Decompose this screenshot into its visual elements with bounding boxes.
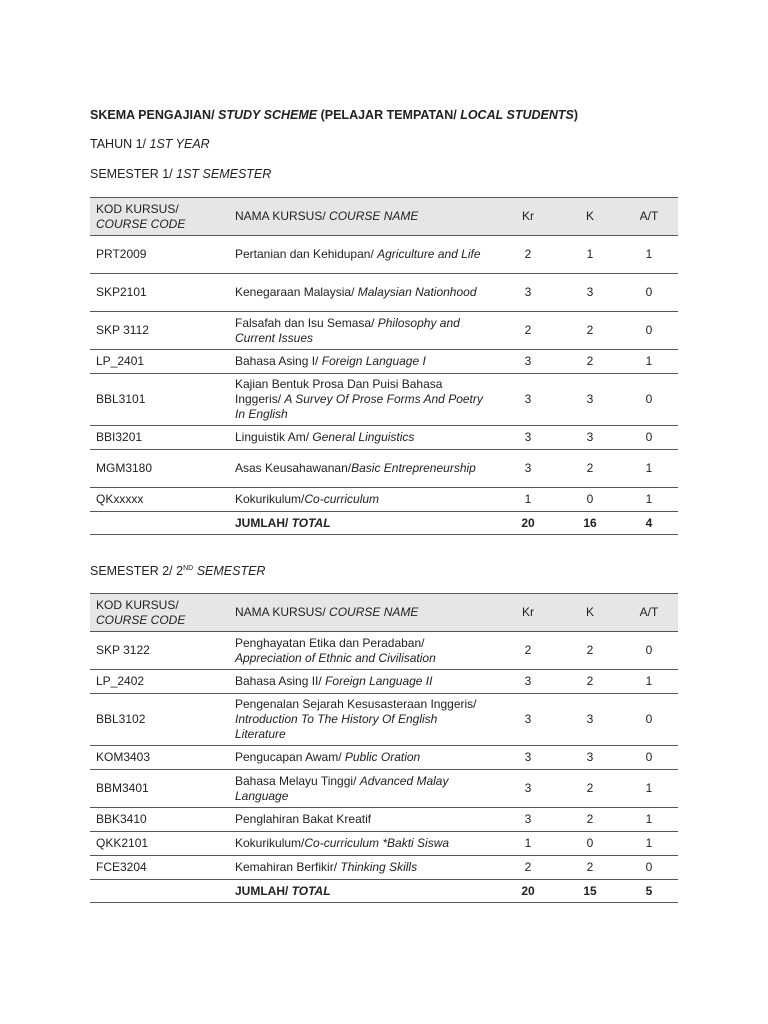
course-at: 0: [620, 694, 678, 746]
course-code: SKP 3122: [90, 632, 229, 670]
course-name: [229, 274, 496, 312]
course-name-main: Penghayatan Etika dan Peradaban/: [235, 635, 425, 650]
course-k: 2: [560, 856, 620, 880]
course-row: [90, 856, 678, 880]
course-at: 1: [620, 450, 678, 488]
course-name-main: Linguistik Am/: [235, 430, 313, 444]
course-code: BBL3102: [90, 694, 229, 746]
course-kr: 3: [496, 350, 560, 374]
course-name-italic: Agriculture and Life: [377, 247, 481, 261]
course-at: 1: [620, 236, 678, 274]
header-name-main: NAMA KURSUS/: [235, 605, 330, 619]
course-row: [90, 426, 678, 450]
course-k: 2: [560, 312, 620, 350]
course-at: 0: [620, 312, 678, 350]
course-at: 1: [620, 350, 678, 374]
course-name-main: Kokurikulum/: [235, 492, 305, 506]
semester2-label: [90, 564, 265, 578]
course-at: 1: [620, 488, 678, 512]
semester1-label: [90, 167, 271, 181]
course-kr: 3: [496, 274, 560, 312]
header-kr: Kr: [496, 594, 560, 632]
semester1-body: [90, 236, 678, 535]
course-code: LP_2402: [90, 670, 229, 694]
header-k: K: [560, 594, 620, 632]
course-name: [229, 746, 496, 770]
header-code-line2: COURSE CODE: [96, 216, 186, 231]
year-label-italic: 1ST YEAR: [149, 137, 210, 151]
course-at: 0: [620, 274, 678, 312]
course-k: 3: [560, 426, 620, 450]
course-name-italic: Foreign Language I: [321, 354, 426, 368]
course-kr: 3: [496, 746, 560, 770]
course-code: BBM3401: [90, 770, 229, 808]
scheme-title-main: SKEMA PENGAJIAN/: [90, 108, 219, 122]
course-kr: 3: [496, 426, 560, 450]
course-at: 0: [620, 856, 678, 880]
year-label: [90, 137, 210, 151]
course-name-main: Pengenalan Sejarah Kesusasteraan Inggeris/: [235, 697, 477, 711]
semester2-table: [90, 593, 678, 903]
header-course-name: [229, 594, 496, 632]
course-code: QKxxxxx: [90, 488, 229, 512]
year-label-text: TAHUN 1/: [90, 137, 150, 151]
course-row: [90, 746, 678, 770]
header-at: A/T: [620, 198, 678, 236]
course-name-italic: Co-curriculum: [304, 492, 380, 506]
course-row: [90, 450, 678, 488]
course-name-italic: Appreciation of Ethnic and Civilisation: [235, 650, 436, 665]
course-code: LP_2401: [90, 350, 229, 374]
course-row: [90, 350, 678, 374]
scheme-title-paren-close: ): [573, 108, 579, 122]
course-row: [90, 808, 678, 832]
course-name-main: Kenegaraan Malaysia/: [235, 285, 358, 299]
course-name-main: Bahasa Asing I/: [235, 354, 322, 368]
total-label-italic: TOTAL: [291, 883, 331, 898]
scheme-title: [90, 108, 578, 122]
course-row: [90, 632, 678, 670]
header-course-code: [90, 198, 229, 236]
course-k: 2: [560, 450, 620, 488]
course-k: 0: [560, 488, 620, 512]
course-row: [90, 312, 678, 350]
course-name-italic: Introduction To The History Of English Literature: [235, 712, 438, 741]
course-name-italic: Philosophy and Current Issues: [235, 315, 460, 345]
course-kr: 3: [496, 374, 560, 426]
semester2-header-row: [90, 594, 678, 632]
course-name-main: Kajian Bentuk Prosa Dan Puisi Bahasa Inggeris/: [235, 377, 443, 406]
course-code: SKP 3112: [90, 312, 229, 350]
header-code-line1: KOD KURSUS/: [96, 201, 179, 216]
course-name-main: Kokurikulum/: [235, 836, 305, 850]
semester2-body: [90, 632, 678, 903]
course-k: 3: [560, 374, 620, 426]
course-at: 1: [620, 670, 678, 694]
course-row: [90, 670, 678, 694]
course-name-italic: Co-curriculum *Bakti Siswa: [304, 836, 450, 850]
course-at: 0: [620, 426, 678, 450]
course-kr: 2: [496, 632, 560, 670]
course-row: [90, 694, 678, 746]
course-k: 1: [560, 236, 620, 274]
course-name: [229, 236, 496, 274]
course-name: [229, 426, 496, 450]
course-name-italic: Public Oration: [344, 750, 421, 764]
scheme-title-italic: STUDY SCHEME: [218, 108, 318, 122]
course-name-main: Penglahiran Bakat Kreatif: [235, 812, 372, 826]
course-row: [90, 832, 678, 856]
course-name-main: Falsafah dan Isu Semasa/: [235, 315, 378, 330]
course-name-main: Pengucapan Awam/: [235, 750, 345, 764]
semester1-label-italic: 1ST SEMESTER: [176, 167, 272, 181]
course-name: [229, 694, 496, 746]
scheme-title-paren-open: (PELAJAR TEMPATAN/: [317, 108, 461, 122]
total-k: 15: [560, 880, 620, 903]
course-name: [229, 488, 496, 512]
total-kr: 20: [496, 880, 560, 903]
course-code: PRT2009: [90, 236, 229, 274]
course-at: 1: [620, 832, 678, 856]
course-name: [229, 832, 496, 856]
course-name-main: Bahasa Melayu Tinggi/: [235, 773, 360, 788]
course-name-italic: A Survey Of Prose Forms And Poetry In English: [235, 392, 483, 421]
course-code: FCE3204: [90, 856, 229, 880]
course-k: 2: [560, 632, 620, 670]
header-at: A/T: [620, 594, 678, 632]
course-name-italic: Thinking Skills: [340, 860, 418, 874]
course-name-main: Kemahiran Berfikir/: [235, 860, 341, 874]
course-k: 2: [560, 770, 620, 808]
course-k: 2: [560, 670, 620, 694]
semester2-label-sup: ND: [183, 564, 194, 572]
total-at: 5: [620, 880, 678, 903]
course-kr: 2: [496, 856, 560, 880]
course-kr: 3: [496, 808, 560, 832]
header-code-line1: KOD KURSUS/: [96, 597, 179, 612]
course-code: BBL3101: [90, 374, 229, 426]
total-kr: 20: [496, 512, 560, 535]
course-name: [229, 350, 496, 374]
course-name-italic: Advanced Malay Language: [235, 773, 449, 803]
total-label: [229, 880, 496, 903]
header-course-code: [90, 594, 229, 632]
course-row: [90, 374, 678, 426]
course-kr: 3: [496, 770, 560, 808]
course-kr: 3: [496, 450, 560, 488]
course-at: 1: [620, 770, 678, 808]
course-code: QKK2101: [90, 832, 229, 856]
course-name: [229, 856, 496, 880]
course-name-main: Asas Keusahawanan/: [235, 461, 352, 475]
total-code-cell: [90, 512, 229, 535]
header-code-line2: COURSE CODE: [96, 612, 186, 627]
course-name: [229, 808, 496, 832]
course-kr: 1: [496, 832, 560, 856]
course-at: 1: [620, 808, 678, 832]
semester2-label-text: SEMESTER 2/ 2: [90, 564, 184, 578]
course-kr: 2: [496, 312, 560, 350]
course-name-italic: Malaysian Nationhood: [357, 285, 477, 299]
header-name-italic: COURSE NAME: [329, 209, 419, 223]
course-at: 0: [620, 632, 678, 670]
course-name-main: Pertanian dan Kehidupan/: [235, 247, 378, 261]
total-label-main: JUMLAH/: [235, 883, 292, 898]
course-k: 3: [560, 274, 620, 312]
course-at: 0: [620, 746, 678, 770]
semester2-label-italic: SEMESTER: [193, 564, 266, 578]
course-at: 0: [620, 374, 678, 426]
header-course-name: [229, 198, 496, 236]
course-name-main: Bahasa Asing II/: [235, 674, 326, 688]
course-name: [229, 312, 496, 350]
course-name: [229, 670, 496, 694]
course-k: 2: [560, 350, 620, 374]
course-kr: 1: [496, 488, 560, 512]
semester1-header-row: [90, 198, 678, 236]
course-name: [229, 770, 496, 808]
course-row: [90, 770, 678, 808]
header-name-italic: COURSE NAME: [329, 605, 419, 619]
course-name-italic: General Linguistics: [312, 430, 415, 444]
course-row: [90, 274, 678, 312]
course-code: BBK3410: [90, 808, 229, 832]
course-name: [229, 374, 496, 426]
course-kr: 3: [496, 694, 560, 746]
course-row: [90, 236, 678, 274]
course-code: SKP2101: [90, 274, 229, 312]
course-k: 2: [560, 808, 620, 832]
total-at: 4: [620, 512, 678, 535]
total-row: [90, 880, 678, 903]
semester1-label-text: SEMESTER 1/: [90, 167, 177, 181]
course-name: [229, 450, 496, 488]
total-label-main: JUMLAH/: [235, 515, 292, 530]
total-label: [229, 512, 496, 535]
header-k: K: [560, 198, 620, 236]
course-code: BBI3201: [90, 426, 229, 450]
header-name-main: NAMA KURSUS/: [235, 209, 330, 223]
header-kr: Kr: [496, 198, 560, 236]
total-label-italic: TOTAL: [291, 515, 331, 530]
total-k: 16: [560, 512, 620, 535]
course-k: 3: [560, 746, 620, 770]
course-code: MGM3180: [90, 450, 229, 488]
course-k: 0: [560, 832, 620, 856]
course-row: [90, 488, 678, 512]
course-code: KOM3403: [90, 746, 229, 770]
course-name: [229, 632, 496, 670]
course-k: 3: [560, 694, 620, 746]
semester1-table: [90, 197, 678, 535]
total-row: [90, 512, 678, 535]
course-kr: 3: [496, 670, 560, 694]
course-kr: 2: [496, 236, 560, 274]
course-name-italic: Basic Entrepreneurship: [351, 461, 476, 475]
total-code-cell: [90, 880, 229, 903]
scheme-title-paren-italic: LOCAL STUDENTS: [460, 108, 574, 122]
course-name-italic: Foreign Language II: [325, 674, 433, 688]
